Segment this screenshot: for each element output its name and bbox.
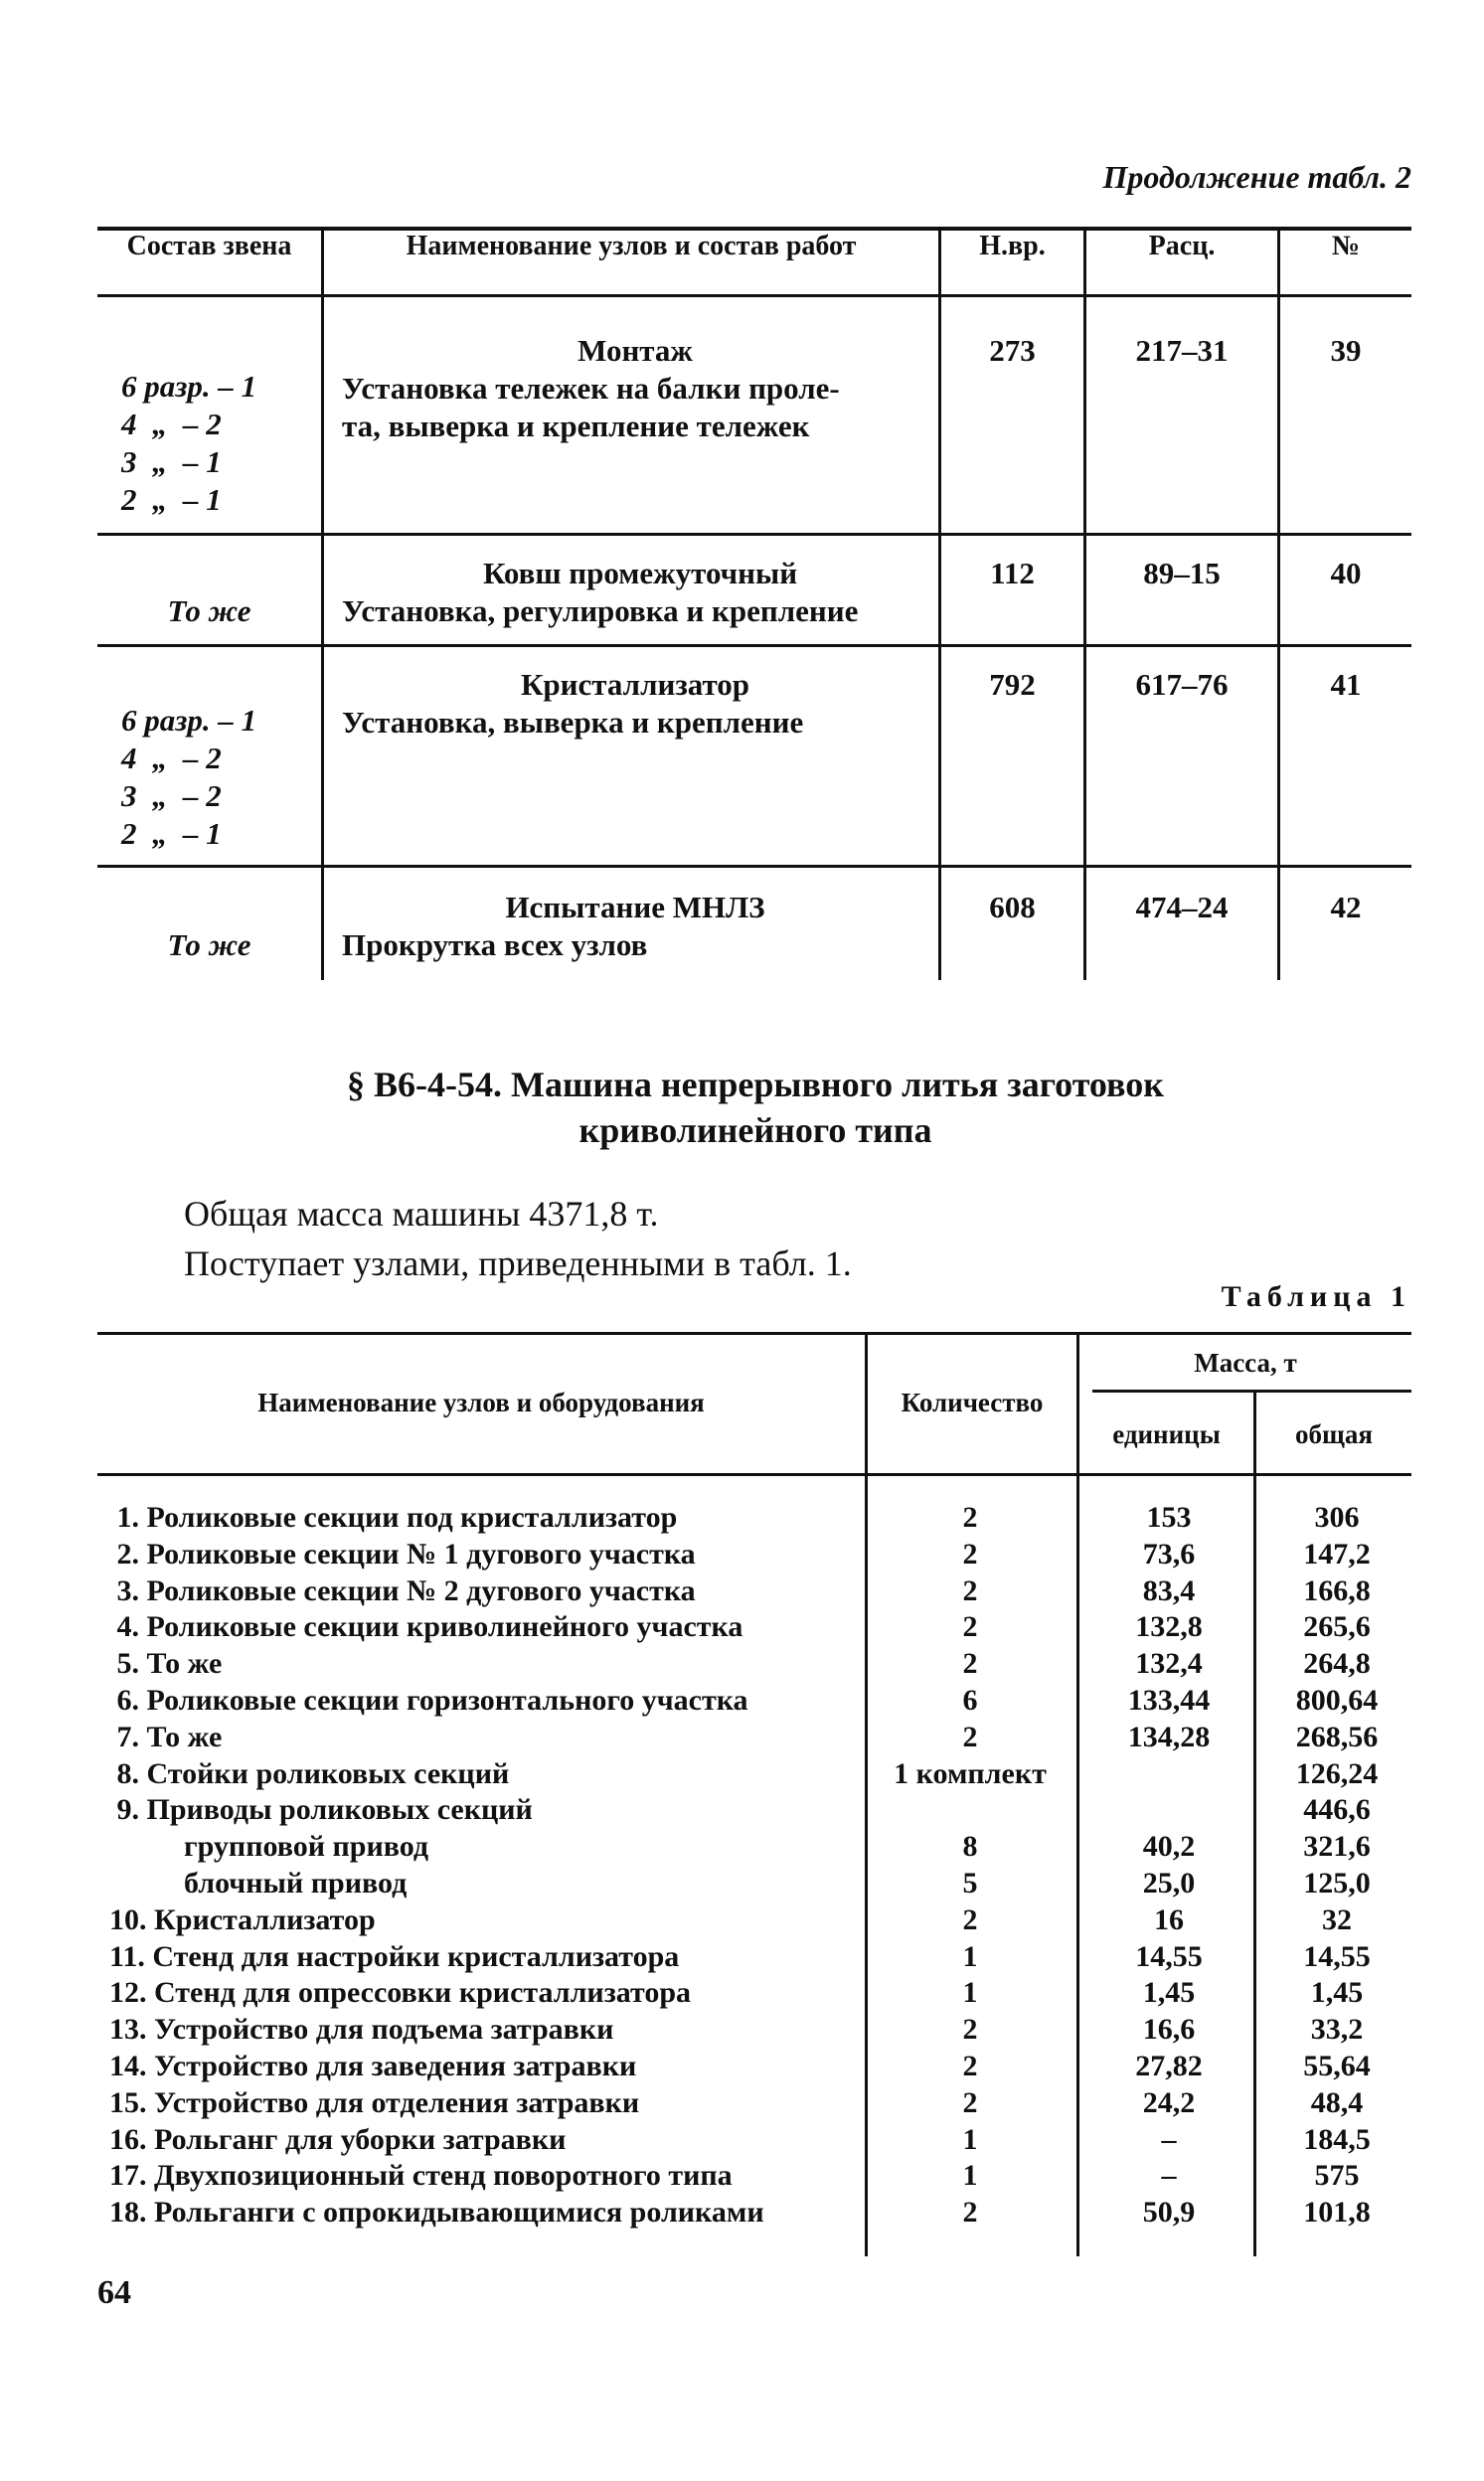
table-row — [97, 1828, 1411, 1865]
equipment-name-cell: 4. Роликовые секции криволинейного участка — [109, 1610, 743, 1644]
unit-mass-cell: 1,45 — [1142, 1976, 1196, 2010]
equipment-name-cell: 15. Устройство для отделения затравки — [109, 2085, 640, 2119]
equipment-name-cell: 11. Стенд для настройки кристаллизатора — [109, 1939, 680, 1973]
header-number: № — [1331, 231, 1361, 261]
total-mass-cell: 14,55 — [1303, 1939, 1371, 1973]
quantity-cell: 2 — [962, 2050, 978, 2082]
header-unit-mass: единицы — [1112, 1419, 1221, 1449]
quantity-cell: 1 — [962, 1939, 978, 1973]
equipment-name-cell: 18. Рольганги с опрокидывающимися роликами — [109, 2196, 764, 2230]
quantity-cell: 2 — [962, 1501, 978, 1534]
equipment-name-cell: 12. Стенд для опрессовки кристаллизатора — [109, 1976, 692, 2010]
total-mass-cell: 147,2 — [1303, 1537, 1371, 1571]
works-cell — [342, 555, 938, 630]
unit-mass-cell: 132,4 — [1135, 1647, 1203, 1681]
total-mass-cell: 575 — [1314, 2159, 1360, 2193]
operation-title: Испытание МНЛЗ — [505, 890, 765, 924]
total-mass-cell: 101,8 — [1303, 2196, 1371, 2230]
quantity-cell: 1 — [962, 2122, 978, 2156]
table-rule — [97, 865, 1411, 868]
equipment-name-cell: 2. Роликовые секции № 1 дугового участка — [109, 1537, 696, 1571]
operation-description: та, выверка и крепление тележек — [342, 409, 810, 443]
table-row — [97, 1865, 1411, 1902]
quantity-cell: 2 — [962, 1573, 978, 1607]
table-row — [97, 1645, 1411, 1682]
crew-cell — [121, 702, 320, 853]
norm-time-cell: 273 — [989, 333, 1036, 368]
total-mass-cell: 32 — [1322, 1902, 1352, 1936]
total-mass-cell: 321,6 — [1303, 1830, 1371, 1864]
table-rule — [97, 644, 1411, 647]
works-cell — [342, 332, 928, 445]
unit-mass-cell: 73,6 — [1142, 1537, 1196, 1571]
crew-cell — [121, 368, 320, 519]
quantity-cell: 1 — [962, 2159, 978, 2193]
table-row — [97, 1974, 1411, 2011]
table-row — [97, 1791, 1411, 1828]
continuation-caption: Продолжение табл. 2 — [1102, 159, 1411, 195]
number-cell: 41 — [1330, 667, 1362, 702]
norm-time-cell: 112 — [990, 556, 1035, 590]
operation-description: Прокрутка всех узлов — [342, 927, 648, 962]
header-quantity: Количество — [901, 1388, 1044, 1417]
total-mass-cell: 268,56 — [1295, 1720, 1379, 1753]
equipment-table — [97, 1332, 1411, 2266]
norm-time-cell: 608 — [989, 890, 1036, 924]
total-mass-cell: 1,45 — [1310, 1976, 1364, 2010]
crew-line: 2 „ – 1 — [121, 816, 222, 851]
quantity-cell: 8 — [962, 1830, 978, 1864]
operation-description: Установка, выверка и крепление — [342, 705, 804, 740]
table-row — [97, 1938, 1411, 1975]
total-mass-cell: 125,0 — [1303, 1867, 1371, 1900]
supply-text: Поступает узлами, приведенными в табл. 1. — [184, 1243, 852, 1283]
total-mass-cell: 446,6 — [1303, 1793, 1371, 1827]
works-cell — [342, 666, 928, 742]
number-cell: 40 — [1330, 556, 1362, 590]
table-column-rule — [321, 227, 324, 980]
rate-cell: 617–76 — [1135, 667, 1229, 702]
crew-cell: То же — [167, 593, 251, 628]
total-mass-cell: 264,8 — [1303, 1647, 1371, 1681]
unit-mass-cell: 83,4 — [1142, 1573, 1196, 1607]
crew-line: 6 разр. – 1 — [121, 703, 257, 738]
quantity-cell: 1 — [962, 1976, 978, 2010]
table-rule — [97, 1332, 1411, 1335]
operation-description: Установка, регулировка и крепление — [342, 593, 859, 628]
total-mass-cell: 166,8 — [1303, 1573, 1371, 1607]
table-row — [97, 2194, 1411, 2231]
quantity-cell: 2 — [962, 2013, 978, 2047]
equipment-name-cell: 7. То же — [109, 1720, 223, 1753]
total-mass-cell: 306 — [1314, 1501, 1360, 1534]
table-row — [97, 1572, 1411, 1609]
equipment-name-cell: 14. Устройство для заведения затравки — [109, 2050, 637, 2082]
number-cell: 42 — [1330, 890, 1362, 924]
unit-mass-cell: 134,28 — [1127, 1720, 1211, 1753]
total-mass-cell: 48,4 — [1310, 2085, 1364, 2119]
operation-title: Монтаж — [577, 333, 693, 368]
header-rate: Расц. — [1148, 231, 1216, 261]
crew-line: 3 „ – 2 — [121, 778, 222, 813]
unit-mass-cell: 40,2 — [1142, 1830, 1196, 1864]
table-row — [97, 1608, 1411, 1645]
quantity-cell: 5 — [962, 1867, 978, 1900]
quantity-cell: 1 комплект — [894, 1756, 1047, 1790]
unit-mass-cell: 132,8 — [1135, 1610, 1203, 1644]
unit-mass-cell: 16 — [1154, 1902, 1184, 1936]
norm-time-cell: 792 — [989, 667, 1036, 702]
equipment-name-cell: 17. Двухпозиционный стенд поворотного типа — [109, 2159, 733, 2193]
table-row — [97, 2048, 1411, 2084]
header-works: Наименование узлов и состав работ — [406, 231, 857, 261]
total-mass-cell: 55,64 — [1303, 2050, 1371, 2082]
quantity-cell: 6 — [962, 1684, 978, 1717]
unit-mass-cell: 24,2 — [1142, 2085, 1196, 2119]
crew-line: 6 разр. – 1 — [121, 369, 257, 404]
section-title-line: § В6-4-54. Машина непрерывного литья заготовок — [347, 1065, 1164, 1104]
unit-mass-cell: 133,44 — [1127, 1684, 1211, 1717]
table-row — [97, 1536, 1411, 1572]
equipment-name-cell: 6. Роликовые секции горизонтального участка — [109, 1684, 748, 1717]
number-cell: 39 — [1330, 333, 1362, 368]
quantity-cell: 2 — [962, 2085, 978, 2119]
equipment-name-cell: 8. Стойки роликовых секций — [109, 1756, 510, 1790]
works-cell — [342, 889, 928, 964]
crew-line: 4 „ – 2 — [121, 741, 222, 775]
equipment-name-cell: 5. То же — [109, 1647, 223, 1681]
total-mass-cell: 800,64 — [1295, 1684, 1379, 1717]
table-rule — [97, 294, 1411, 297]
crew-line: 2 „ – 1 — [121, 482, 222, 517]
quantity-cell: 2 — [962, 1537, 978, 1571]
crew-line: 3 „ – 1 — [121, 444, 222, 479]
operation-description: Установка тележек на балки проле- — [342, 371, 840, 406]
total-mass-cell: 184,5 — [1303, 2122, 1371, 2156]
header-mass: Масса, т — [1194, 1348, 1297, 1378]
table-row — [97, 1682, 1411, 1719]
total-mass-cell: 126,24 — [1295, 1756, 1379, 1790]
crew-line: 4 „ – 2 — [121, 407, 222, 441]
table-label: Таблица 1 — [1221, 1280, 1411, 1313]
quantity-cell: 2 — [962, 1647, 978, 1681]
section-title — [199, 1062, 1312, 1153]
table-row — [97, 2084, 1411, 2121]
equipment-name-cell: 3. Роликовые секции № 2 дугового участка — [109, 1573, 696, 1607]
table-row — [97, 1902, 1411, 1938]
rate-cell: 474–24 — [1135, 890, 1229, 924]
operation-title: Ковш промежуточный — [482, 556, 798, 590]
equipment-name-cell: блочный привод — [109, 1867, 408, 1900]
equipment-name-cell: групповой привод — [109, 1830, 429, 1864]
table-row — [97, 1755, 1411, 1792]
header-norm-time: Н.вр. — [979, 231, 1046, 261]
quantity-cell: 2 — [962, 1610, 978, 1644]
unit-mass-cell: 25,0 — [1142, 1867, 1196, 1900]
section-title-line: криволинейного типа — [578, 1110, 932, 1150]
table-row — [97, 2121, 1411, 2158]
table-rule — [97, 1473, 1411, 1476]
operation-title: Кристаллизатор — [520, 667, 750, 702]
header-crew: Состав звена — [126, 231, 292, 261]
table-row — [97, 1719, 1411, 1755]
unit-mass-cell: – — [1161, 2122, 1177, 2156]
quantity-cell: 2 — [962, 2196, 978, 2230]
quantity-cell: 2 — [962, 1902, 978, 1936]
equipment-name-cell: 10. Кристаллизатор — [109, 1902, 376, 1936]
unit-mass-cell: 27,82 — [1135, 2050, 1203, 2082]
unit-mass-cell: – — [1161, 2159, 1177, 2193]
header-name: Наименование узлов и оборудования — [257, 1388, 705, 1417]
crew-cell: То же — [167, 927, 251, 962]
quantity-cell: 2 — [962, 1720, 978, 1753]
unit-mass-cell: 153 — [1146, 1501, 1192, 1534]
unit-mass-cell: 14,55 — [1135, 1939, 1203, 1973]
table-row — [97, 2011, 1411, 2048]
header-total-mass: общая — [1295, 1419, 1373, 1449]
rate-cell: 89–15 — [1143, 556, 1221, 590]
equipment-name-cell: 9. Приводы роликовых секций — [109, 1793, 533, 1827]
equipment-name-cell: 13. Устройство для подъема затравки — [109, 2013, 614, 2047]
rate-cell: 217–31 — [1135, 333, 1229, 368]
equipment-name-cell: 1. Роликовые секции под кристаллизатор — [109, 1501, 678, 1534]
equipment-name-cell: 16. Рольганг для уборки затравки — [109, 2122, 567, 2156]
machine-mass-text: Общая масса машины 4371,8 т. — [184, 1194, 659, 1234]
table-rule — [97, 533, 1411, 536]
unit-mass-cell: 16,6 — [1142, 2013, 1196, 2047]
total-mass-cell: 33,2 — [1310, 2013, 1364, 2047]
unit-mass-cell: 50,9 — [1142, 2196, 1196, 2230]
table-row — [97, 2157, 1411, 2194]
table-row — [97, 1499, 1411, 1536]
table-rule — [1092, 1390, 1411, 1393]
total-mass-cell: 265,6 — [1303, 1610, 1371, 1644]
page-number: 64 — [97, 2274, 131, 2311]
